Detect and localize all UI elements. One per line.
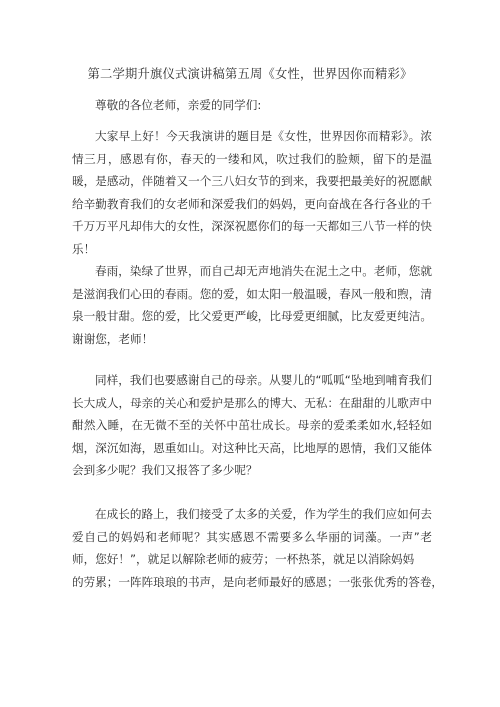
paragraph-1: 大家早上好！今天我演讲的题目是《女性，世界因你而精彩》。浓情三月，感恩有你，春天的一缕和风，吹过我们的脸颊，留下的是温暖，是感动，伴随着又一个三八妇女节的到来，我要把最美好的祝愿献给辛勤教育我们的女老师和深爱我们的妈妈，更向奋战在各行各业的千千万万平凡却伟大的女性，深深祝愿你们的每一天都如三八节一样的快乐！ [72,129,432,256]
paragraph-4: 在成长的路上，我们接受了太多的关爱，作为学生的我们应如何去爱自己的妈妈和老师呢？其实感恩不需要多么华丽的词藻。一声”老师，您好！”，就足以解除老师的疲劳；一杯热茶，就足以消除妈妈 [72,507,432,567]
greeting: 尊敬的各位老师，亲爱的同学们: [95,98,262,112]
paragraph-5: 的劳累；一阵阵琅琅的书声，是向老师最好的感恩；一张张优秀的答卷， [72,575,444,589]
document-title: 第二学期升旗仪式演讲稿第五周《女性，世界因你而精彩》 [87,67,413,81]
paragraph-3: 同样，我们也要感谢自己的母亲。从婴儿的“呱呱“坠地到哺育我们长大成人，母亲的关心和爱护是那么的博大、无私：在甜甜的儿歌声中酣然入睡，在无微不至的关怀中茁壮成长。母亲的爱柔柔如水,轻轻如烟，深沉如海，恩重如山。对这种比天高，比地厚的恩情，我们又能体会到多少呢？我们又报答了多少呢？ [72,373,432,478]
paragraph-2: 春雨，染绿了世界，而自己却无声地消失在泥土之中。老师，您就是滋润我们心田的春雨。您的爱，如太阳一般温暖，春风一般和煦，清泉一般甘甜。您的爱，比父爱更严峻，比母爱更细腻，比友爱更纯洁。谢谢您，老师！ [72,264,432,346]
